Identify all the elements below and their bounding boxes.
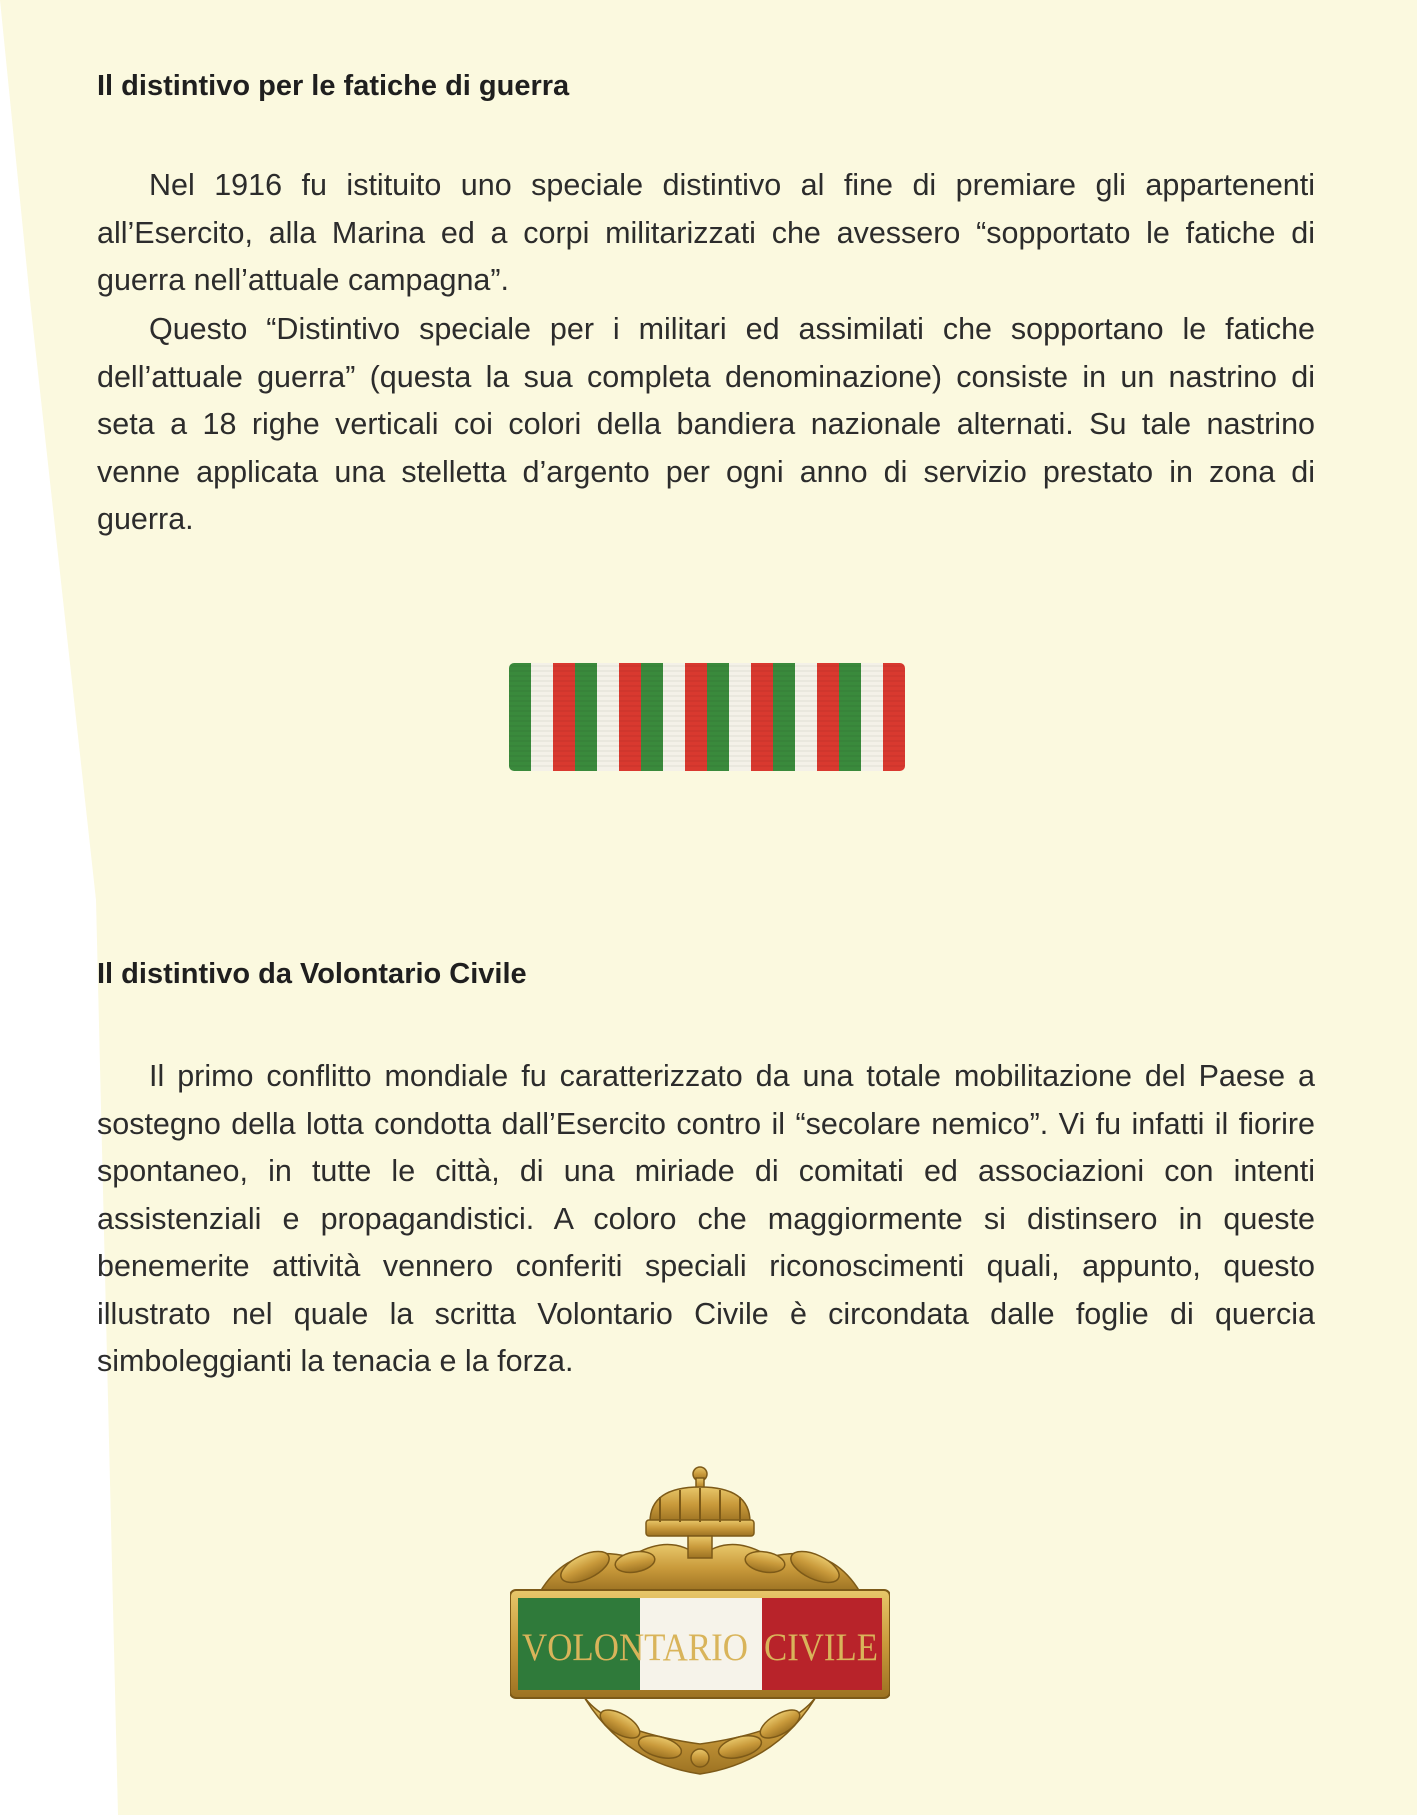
section-title-war-efforts: Il distintivo per le fatiche di guerra [97, 70, 570, 102]
ribbon-stripe [773, 663, 796, 771]
badge-word-civile: CIVILE [764, 1626, 878, 1669]
ribbon-stripe [685, 663, 708, 771]
ribbon-stripe [531, 663, 554, 771]
ribbon-stripe [619, 663, 642, 771]
ribbon-stripe [663, 663, 686, 771]
section-title-civil-volunteer: Il distintivo da Volontario Civile [97, 958, 527, 990]
ribbon-stripe [707, 663, 730, 771]
tricolor-plaque [510, 1590, 890, 1698]
ribbon-stripe [795, 663, 818, 771]
paragraph-civil-volunteer: Il primo conflitto mondiale fu caratterizzato da una totale mobilitazione del Paese a sostegno della lotta condotta dall’Esercito contro il “secolare nemico”. Vi fu infatti il fiorire spontaneo, in tutte le città, di una miriade di comitati ed associazioni con intenti assistenziali e propagandistici. A coloro che maggiormente si distinsero in queste benemerite attività vennero conferiti speciali riconoscimenti quali, appunto, questo illustrato nel quale la scritta Volontario Civile è circondata dalle foglie di quercia simboleggianti la tenacia e la forza. [97, 1059, 1315, 1378]
lower-oak-leaves [580, 1690, 820, 1774]
ribbon-stripe [729, 663, 752, 771]
ribbon-stripe [817, 663, 840, 771]
ribbon-stripe [751, 663, 774, 771]
paragraph-war-efforts-1: Nel 1916 fu istituito uno speciale distintivo al fine di premiare gli appartenenti all’Esercito, alla Marina ed a corpi militarizzati che avessero “sopportato le fatiche di guerra nell’attuale campagna”. [97, 168, 1315, 297]
ribbon-stripe [553, 663, 576, 771]
ribbon-stripe [641, 663, 664, 771]
ribbon-stripe [839, 663, 862, 771]
paragraph-war-efforts-2: Questo “Distintivo speciale per i militari ed assimilati che sopportano le fatiche dell’attuale guerra” (questa la sua completa denominazione) consiste in un nastrino di seta a 18 righe verticali coi colori della bandiera nazionale alternati. Su tale nastrino venne applicata una stelletta d’argento per ogni anno di servizio prestato in zona di guerra. [97, 312, 1315, 536]
ribbon-stripe [597, 663, 620, 771]
volontario-civile-badge-icon [510, 1462, 890, 1777]
ribbon-stripe [509, 663, 532, 771]
ribbon-stripe [883, 663, 905, 771]
badge-word-volontario: VOLONTARIO [522, 1626, 748, 1669]
ribbon-graphic [509, 663, 905, 771]
ribbon-stripe [575, 663, 598, 771]
tricolor-ribbon-icon [509, 663, 905, 771]
ribbon-stripe [861, 663, 884, 771]
badge-graphic [510, 1462, 890, 1777]
